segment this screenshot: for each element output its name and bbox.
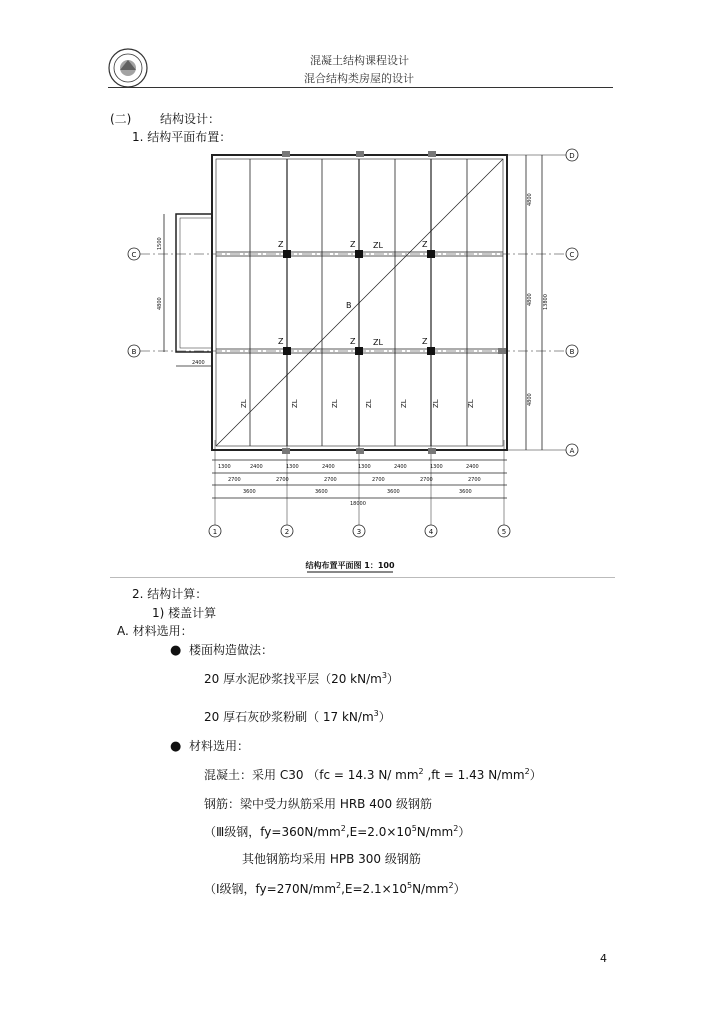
section-number: (二) (110, 112, 132, 126)
slab-label: ZL (240, 399, 248, 408)
subsection-calc: 2. 结构计算： (132, 587, 208, 601)
dim-text: 1300 (286, 464, 299, 470)
column-label: Z (422, 240, 428, 249)
axis-label-right: D (569, 152, 575, 160)
axis-label-right: C (569, 251, 575, 259)
column-label: Z (278, 240, 284, 249)
dim-text: 4800 (527, 393, 533, 406)
bullet-icon: ● (170, 643, 182, 658)
slab-label: ZL (331, 399, 339, 408)
column-label: Z (422, 337, 428, 346)
dim-text: 1300 (218, 464, 231, 470)
column-label: Z (278, 337, 284, 346)
dim-total: 13800 (543, 294, 549, 310)
axis-label-right: A (569, 447, 575, 455)
dim-text: 2700 (228, 477, 241, 483)
bullet-text: 楼面构造做法： (188, 643, 273, 657)
axis-label-bottom: 3 (356, 528, 362, 536)
dim-text: 3600 (459, 489, 472, 495)
dim-text: 1500 (157, 237, 163, 250)
axis-label-right: B (569, 348, 575, 356)
bullet-icon: ● (170, 739, 182, 754)
diagonal-label: B (346, 301, 352, 310)
dim-text: 2400 (466, 464, 479, 470)
header-project-title: 混合结构类房屋的设计 (304, 72, 414, 85)
header-rule (108, 87, 613, 88)
slab-label: ZL (432, 399, 440, 408)
beam-label: ZL (373, 241, 383, 250)
dim-text: 2700 (276, 477, 289, 483)
dim-text: 1300 (358, 464, 371, 470)
dim-text: 4800 (527, 293, 533, 306)
dim-text: 2400 (192, 360, 205, 366)
slab-label: ZL (365, 399, 373, 408)
steel-grade1-spec: （Ⅰ级钢，$fy=270N/mm^2,E=2.1\times 10^5N/mm^2$） (204, 881, 466, 896)
floor-layer-1: 20 厚水泥砂浆找平层（20 $kN/m^3$） (204, 671, 399, 686)
dim-text: 2400 (394, 464, 407, 470)
beam-label: ZL (373, 338, 383, 347)
column-label: Z (350, 337, 356, 346)
floor-layer-2: 20 厚石灰砂浆粉刷（ 17 $kN/m^3$） (204, 709, 391, 724)
dim-text: 3600 (387, 489, 400, 495)
dim-text: 2400 (250, 464, 263, 470)
page-number: 4 (600, 952, 607, 965)
axis-label-bottom: 5 (501, 528, 507, 536)
header-course-title: 混凝土结构课程设计 (310, 54, 409, 67)
axis-label-bottom: 1 (212, 528, 218, 536)
bullet-floor-construction (170, 641, 273, 658)
slab-label: ZL (467, 399, 475, 408)
steel-main-spec: 钢筋：梁中受力纵筋采用 HRB 400 级钢筋 (204, 797, 432, 811)
bullet-text: 材料选用： (188, 739, 249, 753)
dim-total: 18000 (350, 501, 366, 507)
section-heading: 结构设计： (160, 112, 221, 126)
bullet-materials (170, 737, 249, 754)
subsection-floor: 1) 楼盖计算 (152, 606, 217, 620)
column-label: Z (350, 240, 356, 249)
dim-text: 4800 (527, 193, 533, 206)
structural-plan-drawing (100, 140, 600, 585)
dim-text: 2700 (468, 477, 481, 483)
materials-heading: A. 材料选用： (117, 624, 193, 638)
axis-label-bottom: 2 (284, 528, 290, 536)
dim-text: 2700 (372, 477, 385, 483)
axis-label-bottom: 4 (428, 528, 434, 536)
axis-label-left: B (131, 348, 137, 356)
dim-text: 1300 (430, 464, 443, 470)
dim-text: 2700 (324, 477, 337, 483)
drawing-caption: 结构布置平面图 1：100 (305, 561, 395, 570)
dim-text: 3600 (243, 489, 256, 495)
steel-other-spec: 其他钢筋均采用 HPB 300 级钢筋 (242, 852, 421, 866)
axis-label-left: C (131, 251, 137, 259)
steel-grade3-spec: （Ⅲ级钢，$fy=360N/mm^2,E=2.0\times 10^5N/mm^2$） (204, 824, 471, 839)
dim-text: 3600 (315, 489, 328, 495)
subsection-layout: 1. 结构平面布置： (132, 130, 232, 144)
dim-text: 2700 (420, 477, 433, 483)
section-divider (110, 577, 615, 578)
university-seal-logo (108, 48, 148, 88)
dim-text: 2400 (322, 464, 335, 470)
slab-label: ZL (291, 399, 299, 408)
slab-label: ZL (400, 399, 408, 408)
dim-text: 4800 (157, 297, 163, 310)
concrete-spec: 混凝土：采用 C30 （fc = 14.3 N/ $mm^2$ ,ft = 1.43 $N/mm^2$） (204, 767, 542, 782)
